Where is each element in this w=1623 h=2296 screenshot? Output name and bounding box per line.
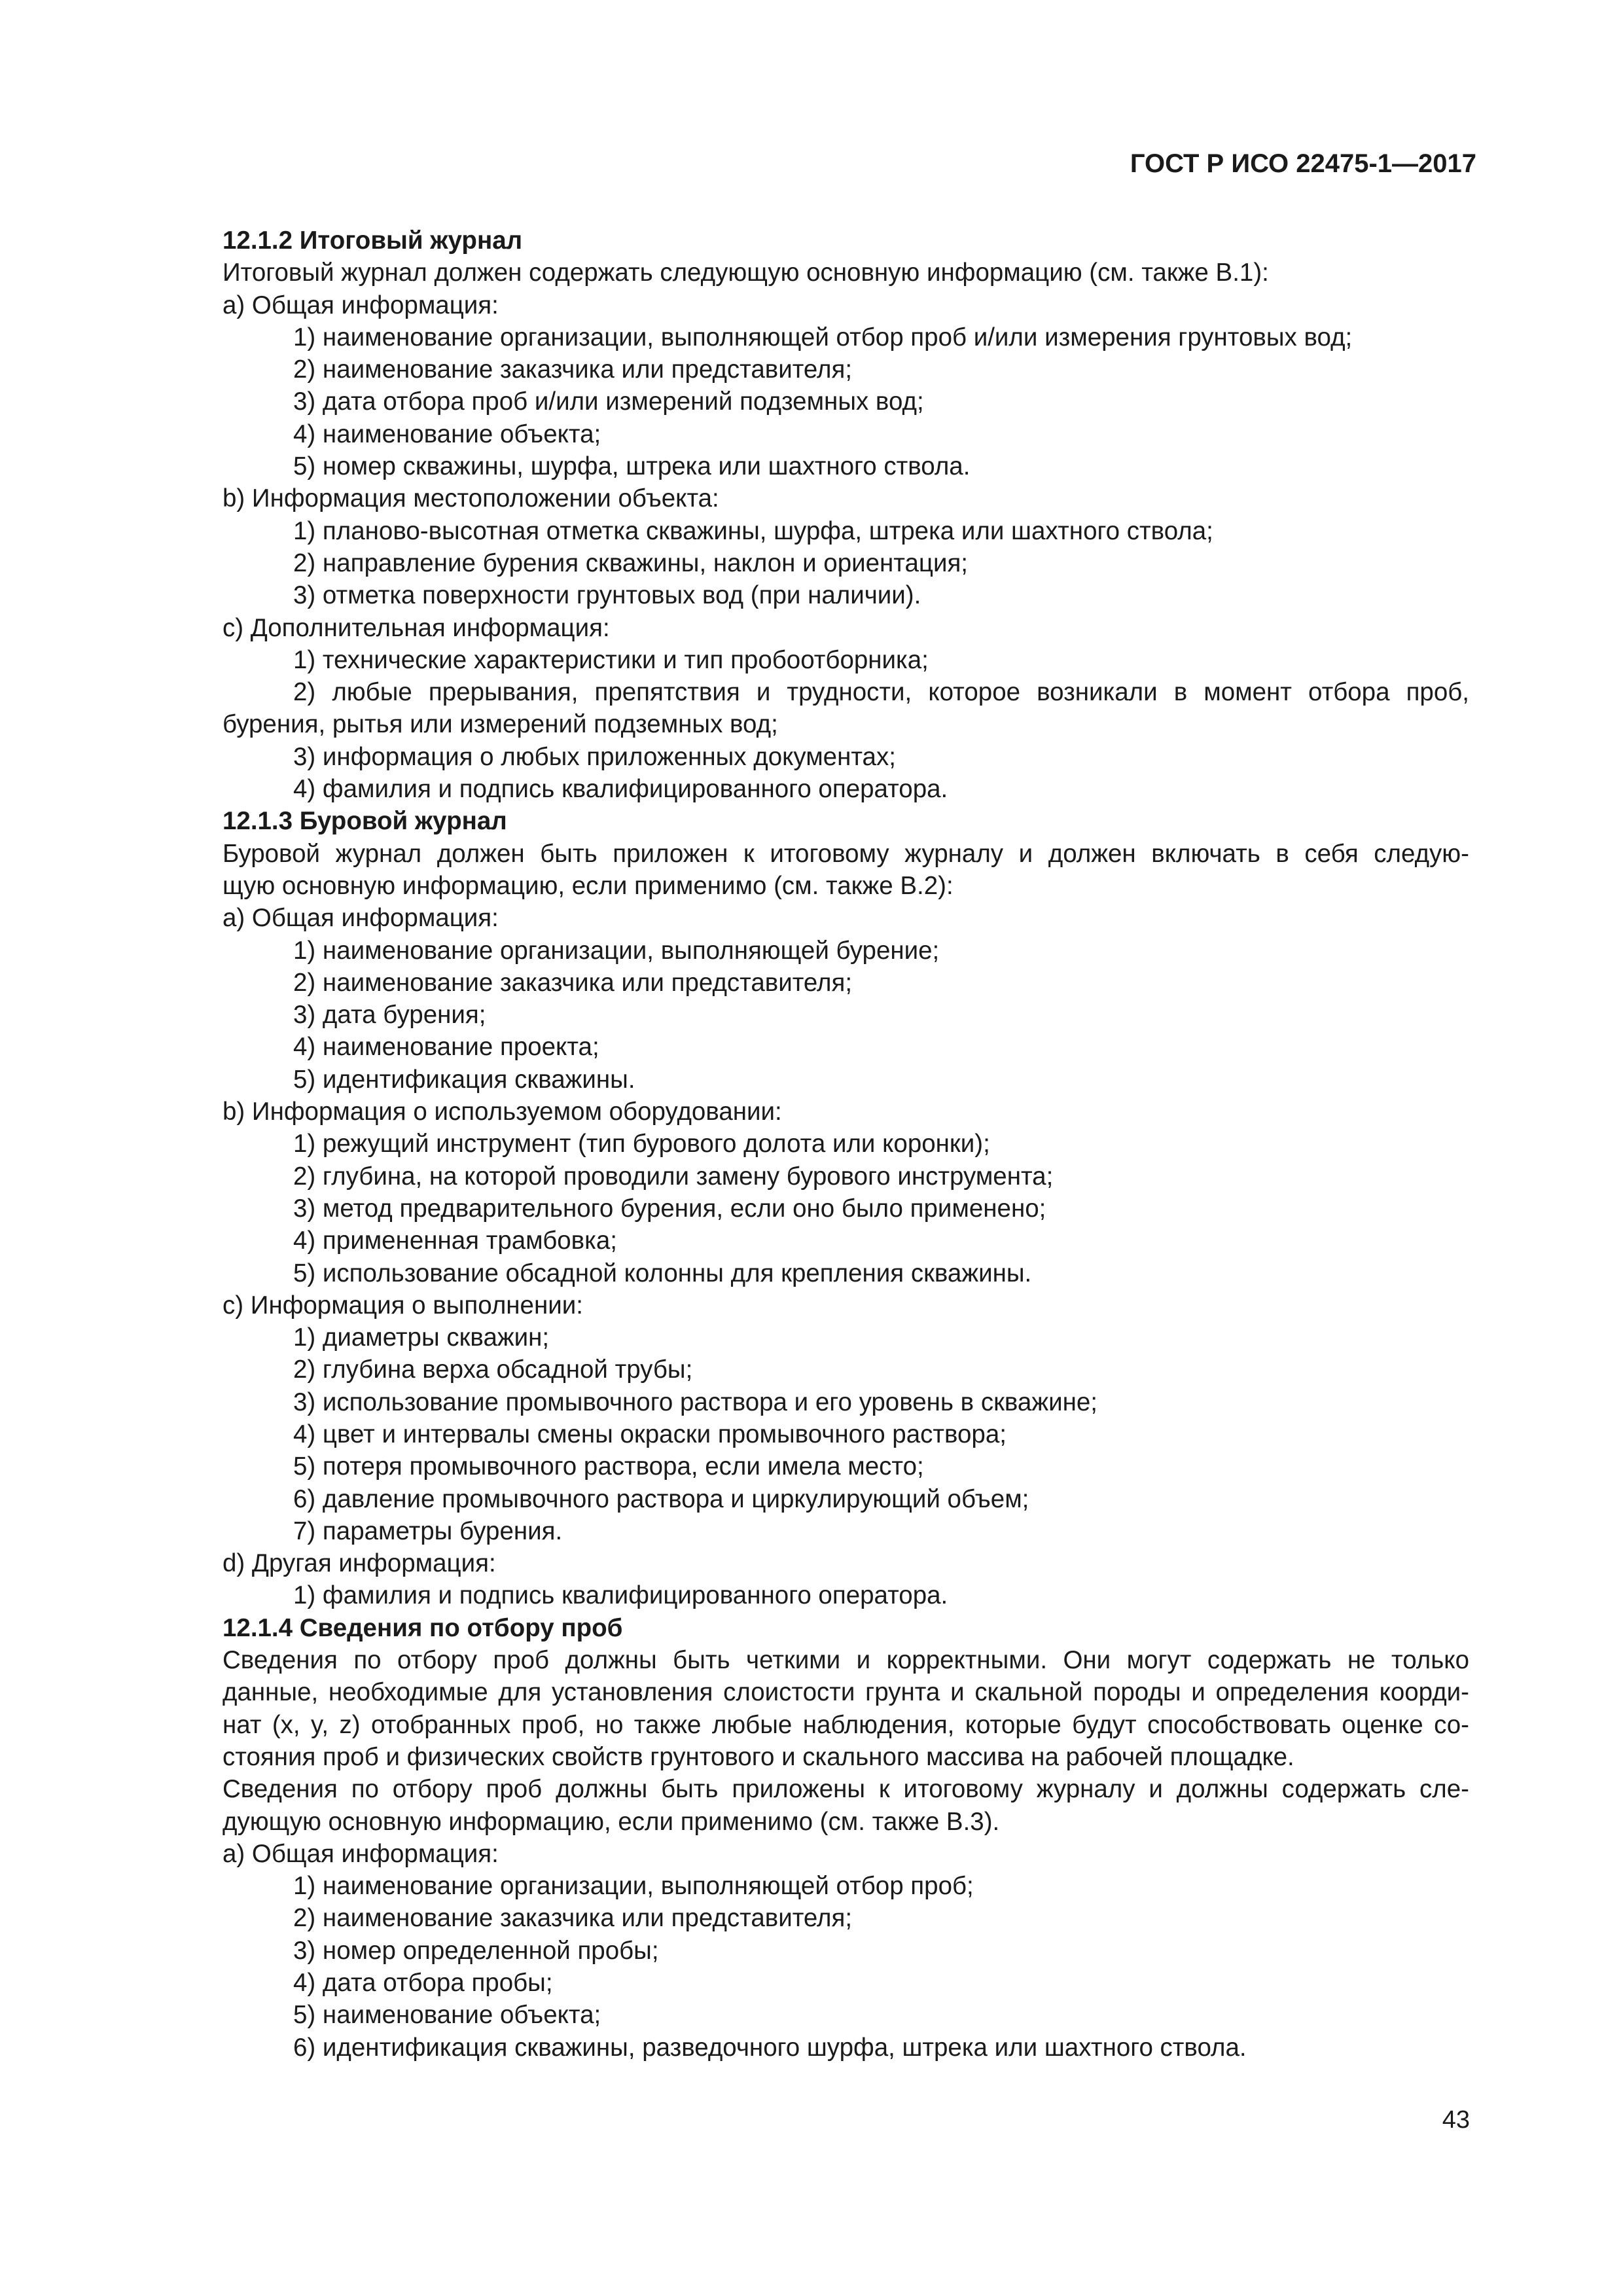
text-line: 3) дата отбора проб и/или измерений подземных вод; — [293, 387, 924, 416]
text-line: 3) использование промывочного раствора и его уровень в скважине; — [293, 1388, 1097, 1416]
text-line: 7) параметры бурения. — [293, 1516, 563, 1545]
text-line: 2) наименование заказчика или представителя; — [293, 1904, 853, 1933]
text-line: бурения, рытья или измерений подземных вод; — [223, 710, 778, 739]
text-line: b) Информация местоположении объекта: — [223, 484, 719, 513]
text-line: данные, необходимые для установления слоистости грунта и скальной породы и определения коорди- — [223, 1678, 1469, 1707]
text-line: 2) глубина верха обсадной трубы; — [293, 1355, 693, 1384]
text-line: 5) использование обсадной колонны для крепления скважины. — [293, 1259, 1032, 1287]
page-number: 43 — [1442, 2106, 1470, 2134]
text-line: а) Общая информация: — [223, 1839, 499, 1868]
page-header: ГОСТ Р ИСО 22475-1—2017 — [1130, 149, 1476, 178]
text-line: с) Дополнительная информация: — [223, 613, 610, 642]
text-line: Буровой журнал должен быть приложен к итоговому журналу и должен включать в себя следую- — [223, 839, 1469, 868]
text-line: 2) наименование заказчика или представителя; — [293, 968, 853, 997]
text-line: 5) потеря промывочного раствора, если имела место; — [293, 1452, 924, 1481]
text-line: 1) диаметры скважин; — [293, 1323, 550, 1352]
text-line: Сведения по отбору проб должны быть четкими и корректными. Они могут содержать не только — [223, 1646, 1469, 1675]
text-line: 1) наименование организации, выполняющей отбор проб и/или измерения грунтовых вод; — [293, 323, 1353, 351]
text-line: стояния проб и физических свойств грунтового и скального массива на рабочей площадке. — [223, 1742, 1294, 1771]
text-line: 4) дата отбора пробы; — [293, 1969, 553, 1998]
text-line: 4) цвет и интервалы смены окраски промывочного раствора; — [293, 1420, 1007, 1448]
text-line: щую основную информацию, если применимо (см. также В.2): — [223, 871, 954, 900]
section-heading: 12.1.4 Сведения по отбору проб — [223, 1613, 623, 1642]
text-line: 3) отметка поверхности грунтовых вод (при наличии). — [293, 581, 921, 610]
text-line: d) Другая информация: — [223, 1549, 496, 1578]
section-heading: 12.1.3 Буровой журнал — [223, 807, 507, 836]
text-line: 1) наименование организации, выполняющей отбор проб; — [293, 1872, 974, 1901]
text-line: 3) дата бурения; — [293, 1001, 486, 1030]
text-line: 1) наименование организации, выполняющей бурение; — [293, 936, 940, 965]
text-line: 4) наименование проекта; — [293, 1033, 599, 1062]
text-line: 5) наименование объекта; — [293, 2001, 601, 2030]
text-line: а) Общая информация: — [223, 904, 499, 933]
text-line: 4) наименование объекта; — [293, 420, 601, 448]
text-line: 4) фамилия и подпись квалифицированного оператора. — [293, 775, 948, 804]
text-line: нат (x, y, z) отобранных проб, но также любые наблюдения, которые будут способствовать оценке со- — [223, 1710, 1469, 1739]
text-line: Сведения по отбору проб должны быть приложены к итоговому журналу и должны содержать сле- — [223, 1775, 1469, 1804]
text-line: 4) примененная трамбовка; — [293, 1227, 617, 1255]
text-line: 2) направление бурения скважины, наклон и ориентация; — [293, 548, 969, 577]
document-body — [223, 224, 1469, 2064]
text-line: 6) давление промывочного раствора и циркулирующий объем; — [293, 1484, 1029, 1513]
text-line: 3) номер определенной пробы; — [293, 1936, 659, 1965]
section-heading: 12.1.2 Итоговый журнал — [223, 226, 523, 255]
text-line: 1) режущий инструмент (тип бурового долота или коронки); — [293, 1130, 990, 1158]
text-line: 1) технические характеристики и тип пробоотборника; — [293, 645, 929, 674]
text-line: 1) фамилия и подпись квалифицированного оператора. — [293, 1581, 948, 1610]
text-line: 2) наименование заказчика или представителя; — [293, 355, 853, 384]
text-line: 2) любые прерывания, препятствия и трудности, которое возникали в момент отбора проб, — [293, 678, 1469, 707]
text-line: b) Информация о используемом оборудовании: — [223, 1098, 782, 1126]
text-line: Итоговый журнал должен содержать следующую основную информацию (см. также В.1): — [223, 259, 1269, 287]
text-line: 3) информация о любых приложенных документах; — [293, 742, 896, 771]
text-line: дующую основную информацию, если применимо (см. также В.3). — [223, 1807, 1000, 1836]
text-line: 5) номер скважины, шурфа, штрека или шахтного ствола. — [293, 452, 971, 481]
text-line: 1) планово-высотная отметка скважины, шурфа, штрека или шахтного ствола; — [293, 516, 1213, 545]
text-line: 2) глубина, на которой проводили замену бурового инструмента; — [293, 1162, 1054, 1191]
text-line: а) Общая информация: — [223, 291, 499, 319]
text-line: с) Информация о выполнении: — [223, 1291, 583, 1319]
text-line: 3) метод предварительного бурения, если оно было применено; — [293, 1194, 1046, 1223]
text-line: 6) идентификация скважины, разведочного шурфа, штрека или шахтного ствола. — [293, 2033, 1247, 2062]
text-line: 5) идентификация скважины. — [293, 1065, 635, 1094]
